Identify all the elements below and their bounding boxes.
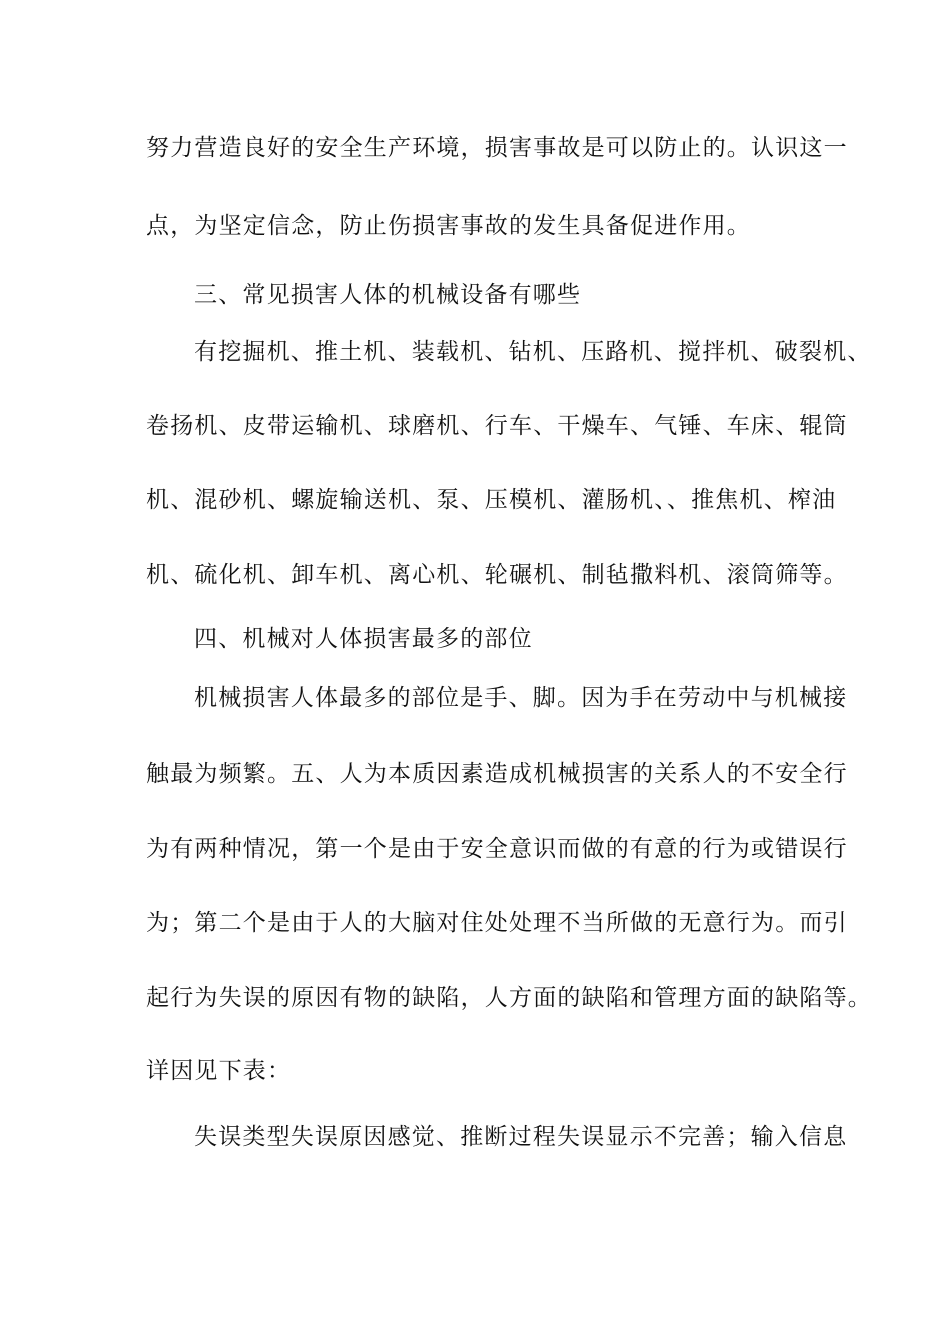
section-heading: 三、常见损害人体的机械设备有哪些 <box>194 282 582 308</box>
paragraph-line: 为有两种情况，第一个是由于安全意识而做的有意的行为或错误行 <box>146 836 848 862</box>
paragraph-line: 起行为失误的原因有物的缺陷，人方面的缺陷和管理方面的缺陷等。 <box>146 985 872 1011</box>
paragraph-line: 详因见下表： <box>146 1058 292 1084</box>
paragraph-line: 努力营造良好的安全生产环境，损害事故是可以防止的。认识这一 <box>146 135 848 161</box>
paragraph-line: 有挖掘机、推土机、装载机、钻机、压路机、搅拌机、破裂机、 <box>194 339 872 365</box>
paragraph-line: 点，为坚定信念，防止伤损害事故的发生具备促进作用。 <box>146 213 751 239</box>
paragraph-line: 为；第二个是由于人的大脑对住处处理不当所做的无意行为。而引 <box>146 910 848 936</box>
paragraph-line: 触最为频繁。五、人为本质因素造成机械损害的关系人的不安全行 <box>146 761 848 787</box>
paragraph-line: 机、混砂机、螺旋输送机、泵、压模机、灌肠机、、推焦机、榨油 <box>146 487 837 513</box>
paragraph-line: 机械损害人体最多的部位是手、脚。因为手在劳动中与机械接 <box>194 685 848 711</box>
section-heading: 四、机械对人体损害最多的部位 <box>194 626 533 652</box>
paragraph-line: 卷扬机、皮带运输机、球磨机、行车、干燥车、气锤、车床、辊筒 <box>146 413 848 439</box>
paragraph-line: 机、硫化机、卸车机、离心机、轮碾机、制毡撒料机、滚筒筛等。 <box>146 562 848 588</box>
paragraph-line: 失误类型失误原因感觉、推断过程失误显示不完善；输入信息 <box>194 1124 848 1150</box>
